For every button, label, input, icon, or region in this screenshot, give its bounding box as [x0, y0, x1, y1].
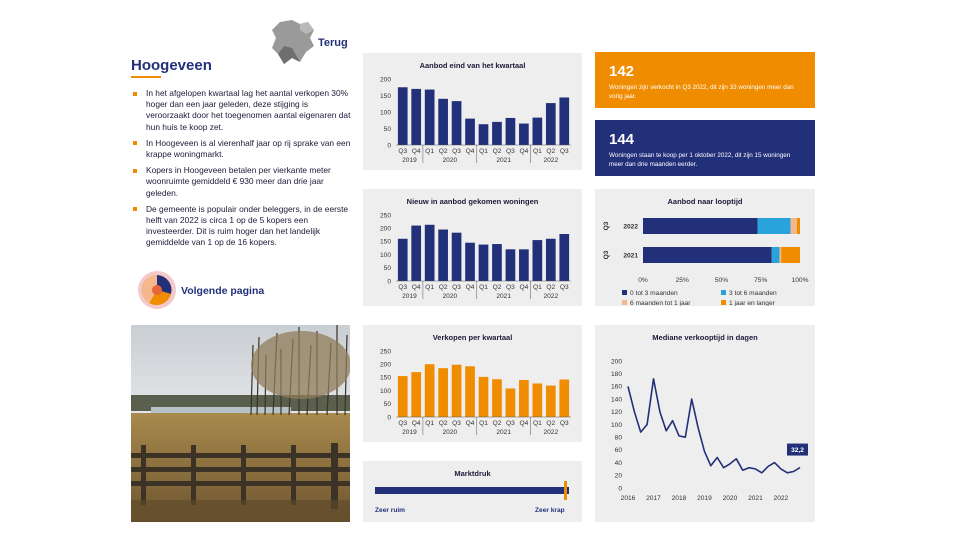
- category-label: 2022: [623, 223, 638, 231]
- bar: [452, 233, 462, 281]
- x-tick-label: Q1: [479, 284, 488, 291]
- year-label: 2022: [543, 157, 559, 164]
- x-tick-label: Q3: [559, 284, 569, 291]
- x-tick-label: Q3: [559, 420, 569, 427]
- y-tick-label: 140: [610, 396, 622, 404]
- x-tick-label: Q4: [411, 284, 421, 291]
- bar: [506, 388, 516, 417]
- y-tick-label: 60: [614, 447, 622, 455]
- legend-label: 3 tot 6 maanden: [729, 290, 777, 297]
- y-tick-label: 0: [387, 278, 391, 286]
- x-tick-label: Q1: [425, 284, 435, 291]
- year-label: 2020: [442, 429, 458, 436]
- y-tick-label: 50: [383, 401, 391, 409]
- x-tick-label: Q2: [438, 284, 448, 291]
- bar: [425, 225, 435, 281]
- year-label: 2020: [442, 293, 458, 300]
- x-tick-label: Q4: [465, 420, 475, 427]
- bar-segment: [643, 247, 772, 263]
- x-tick-label: 100%: [791, 277, 809, 284]
- y-tick-label: 50: [383, 125, 391, 133]
- bar: [533, 383, 543, 417]
- x-tick-label: Q2: [438, 420, 448, 427]
- chart-title: Marktdruk: [454, 469, 491, 478]
- x-tick-label: Q4: [519, 284, 529, 291]
- aanbod-chart: [363, 53, 582, 170]
- bar: [559, 97, 569, 145]
- x-tick-label: Q3: [559, 148, 569, 155]
- bar: [465, 119, 475, 145]
- group-label: Q3: [603, 250, 610, 260]
- title-underline: [131, 76, 161, 78]
- bar: [452, 101, 462, 145]
- legend-swatch: [721, 290, 726, 295]
- legend-swatch: [721, 300, 726, 305]
- y-tick-label: 150: [379, 92, 391, 100]
- bar: [559, 380, 569, 417]
- y-tick-label: 120: [610, 409, 622, 417]
- x-tick-label: 75%: [754, 277, 768, 284]
- nieuw-chart: [363, 189, 582, 306]
- year-label: 2021: [496, 157, 512, 164]
- year-label: 2019: [402, 157, 417, 164]
- page-title: Hoogeveen: [131, 57, 212, 74]
- legend-label: 0 tot 3 maanden: [630, 290, 678, 297]
- bar-segment: [791, 218, 797, 234]
- bar: [546, 239, 556, 281]
- kpi-text: Woningen zijn verkocht in Q3 2022, dit zijn 33 woningen meer dan vorig jaar.: [609, 84, 794, 100]
- x-tick-label: Q2: [492, 420, 502, 427]
- x-tick-label: Q1: [425, 148, 435, 155]
- x-tick-label: 50%: [714, 277, 729, 284]
- y-tick-label: 0: [618, 485, 622, 493]
- series-line: [628, 379, 800, 473]
- bar: [506, 249, 516, 281]
- year-label: 2019: [402, 293, 417, 300]
- x-tick-label: Q1: [479, 420, 488, 427]
- y-tick-label: 100: [610, 421, 622, 429]
- chart-title: Mediane verkooptijd in dagen: [652, 333, 758, 342]
- bullet-item: In Hoogeveen is al vierenhalf jaar op rij sprake van een krappe woningmarkt.: [131, 138, 353, 160]
- year-label: 2022: [543, 429, 559, 436]
- bar-segment: [781, 247, 800, 263]
- x-tick-label: Q3: [398, 284, 408, 291]
- bullet-item: In het afgelopen kwartaal lag het aantal verkopen 30% hoger dan een jaar geleden, deze stijging is veroorzaakt door het toegenomen aantal eigenaren dat hun huis te koop zet.: [131, 88, 353, 133]
- bar: [398, 239, 408, 281]
- x-tick-label: Q2: [492, 284, 502, 291]
- x-tick-label: Q3: [506, 148, 515, 155]
- x-tick-label: Q4: [465, 284, 475, 291]
- y-tick-label: 200: [379, 225, 391, 233]
- bar: [519, 380, 529, 417]
- year-label: 2020: [442, 157, 458, 164]
- x-tick-label: Q4: [411, 148, 421, 155]
- x-tick-label: 2020: [722, 495, 738, 502]
- bar: [546, 103, 556, 145]
- bar-segment: [758, 218, 791, 234]
- x-tick-label: Q3: [452, 420, 461, 427]
- x-tick-label: Q3: [398, 420, 408, 427]
- x-tick-label: Q2: [546, 148, 556, 155]
- x-tick-label: Q3: [398, 148, 408, 155]
- legend-label: 1 jaar en langer: [729, 300, 775, 306]
- y-tick-label: 100: [379, 251, 391, 259]
- y-tick-label: 150: [379, 238, 391, 246]
- bullet-list: [131, 88, 353, 254]
- next-page-pie-icon[interactable]: [137, 270, 177, 310]
- verkooptijd-chart: [595, 325, 815, 522]
- category-label: 2021: [623, 252, 638, 260]
- x-tick-label: Q4: [465, 148, 475, 155]
- legend-swatch: [622, 290, 627, 295]
- panel-looptijd: [595, 189, 815, 306]
- bar-segment: [772, 247, 780, 263]
- bar: [492, 122, 502, 145]
- year-label: 2021: [496, 293, 512, 300]
- y-tick-label: 20: [614, 472, 622, 480]
- chart-title: Aanbod naar looptijd: [667, 197, 743, 206]
- x-tick-label: Q2: [438, 148, 448, 155]
- bar: [411, 372, 421, 417]
- bar: [411, 226, 421, 281]
- y-tick-label: 80: [614, 434, 622, 442]
- bar: [425, 364, 435, 417]
- legend-swatch: [622, 300, 627, 305]
- bar: [398, 87, 408, 145]
- x-tick-label: Q1: [425, 420, 435, 427]
- data-label: 32,2: [791, 447, 804, 455]
- marktdruk-high-label: Zeer krap: [535, 507, 565, 514]
- bullet-item: De gemeente is populair onder beleggers, in de eerste helft van 2022 is circa 1 op de 5 kopers een investeerder. Dit is ruim hoger dan het landelijk gemiddelde van 1 op de 16 kopers.: [131, 204, 353, 249]
- y-tick-label: 250: [379, 212, 391, 220]
- kpi-value: 144: [609, 131, 635, 148]
- x-tick-label: Q3: [452, 284, 461, 291]
- bullet-item: Kopers in Hoogeveen betalen per vierkante meter woonruimte gemiddeld € 930 meer dan drie jaar geleden.: [131, 165, 353, 199]
- kpi-value: 142: [609, 63, 635, 80]
- x-tick-label: 2021: [748, 495, 763, 502]
- x-tick-label: 2019: [697, 495, 712, 502]
- bar: [465, 243, 475, 281]
- x-tick-label: Q4: [519, 420, 529, 427]
- panel-nieuw: [363, 189, 582, 306]
- bar: [546, 386, 556, 417]
- y-tick-label: 180: [610, 371, 622, 378]
- x-tick-label: Q3: [506, 420, 515, 427]
- bar: [533, 240, 543, 281]
- kpi-card-sold: [595, 52, 815, 108]
- kpi-card-for-sale: [595, 120, 815, 176]
- x-tick-label: Q3: [452, 148, 461, 155]
- looptijd-chart: [595, 189, 815, 306]
- bar: [492, 379, 502, 417]
- x-tick-label: Q2: [546, 284, 556, 291]
- y-tick-label: 100: [379, 109, 391, 117]
- x-tick-label: Q1: [479, 148, 488, 155]
- y-tick-label: 250: [379, 348, 391, 356]
- bar: [506, 118, 516, 145]
- bar-segment: [643, 218, 758, 234]
- x-tick-label: Q1: [532, 420, 542, 427]
- y-tick-label: 100: [379, 387, 391, 395]
- bar-segment: [780, 247, 782, 263]
- x-tick-label: Q2: [546, 420, 556, 427]
- landscape-photo: [131, 325, 350, 522]
- bar: [492, 244, 502, 281]
- x-tick-label: 25%: [675, 277, 689, 284]
- bar: [438, 99, 448, 145]
- y-tick-label: 50: [383, 265, 391, 273]
- kpi-text: Woningen staan te koop per 1 oktober 2022, dit zijn 15 woningen meer dan drie maanden eerder.: [609, 152, 791, 168]
- chart-title: Aanbod eind van het kwartaal: [419, 61, 526, 70]
- x-tick-label: Q3: [506, 284, 515, 291]
- group-label: Q3: [603, 221, 610, 231]
- bar: [519, 249, 529, 281]
- x-tick-label: 2016: [620, 495, 636, 502]
- marktdruk-marker: [564, 481, 567, 500]
- y-tick-label: 200: [379, 76, 391, 84]
- bar: [438, 230, 448, 281]
- bar: [452, 365, 462, 417]
- legend-label: 6 maanden tot 1 jaar: [630, 300, 691, 306]
- year-label: 2022: [543, 293, 559, 300]
- panel-verkopen: [363, 325, 582, 442]
- bar-segment: [797, 218, 800, 234]
- x-tick-label: 2022: [773, 495, 789, 502]
- bar: [398, 376, 408, 417]
- x-tick-label: Q1: [532, 148, 542, 155]
- bar: [559, 234, 569, 281]
- bar: [411, 89, 421, 145]
- y-tick-label: 40: [614, 459, 622, 467]
- y-tick-label: 0: [387, 142, 391, 150]
- marktdruk-low-label: Zeer ruim: [375, 507, 406, 514]
- panel-aanbod: [363, 53, 582, 170]
- bar: [533, 118, 543, 145]
- x-tick-label: Q4: [519, 148, 529, 155]
- y-tick-label: 200: [379, 361, 391, 369]
- year-label: 2019: [402, 429, 417, 436]
- marktdruk-bar: [375, 487, 569, 494]
- bar: [479, 124, 489, 145]
- x-tick-label: Q2: [492, 148, 502, 155]
- year-label: 2021: [496, 429, 512, 436]
- region-map-icon[interactable]: [270, 18, 316, 66]
- chart-title: Nieuw in aanbod gekomen woningen: [406, 197, 539, 206]
- bar: [438, 368, 448, 417]
- x-tick-label: 2018: [671, 495, 687, 502]
- bar: [425, 90, 435, 145]
- panel-verkooptijd: [595, 325, 815, 522]
- x-tick-label: 2017: [646, 495, 661, 502]
- y-tick-label: 160: [610, 383, 622, 391]
- verkopen-chart: [363, 325, 582, 442]
- bar: [479, 245, 489, 281]
- bar: [479, 377, 489, 417]
- y-tick-label: 200: [610, 358, 622, 366]
- bar: [519, 124, 529, 145]
- x-tick-label: Q1: [532, 284, 542, 291]
- chart-title: Verkopen per kwartaal: [432, 333, 513, 342]
- y-tick-label: 0: [387, 414, 391, 422]
- back-link[interactable]: Terug: [318, 37, 348, 49]
- next-page-link[interactable]: Volgende pagina: [181, 285, 265, 297]
- bar: [465, 366, 475, 417]
- y-tick-label: 150: [379, 374, 391, 382]
- x-tick-label: 0%: [638, 277, 648, 284]
- x-tick-label: Q4: [411, 420, 421, 427]
